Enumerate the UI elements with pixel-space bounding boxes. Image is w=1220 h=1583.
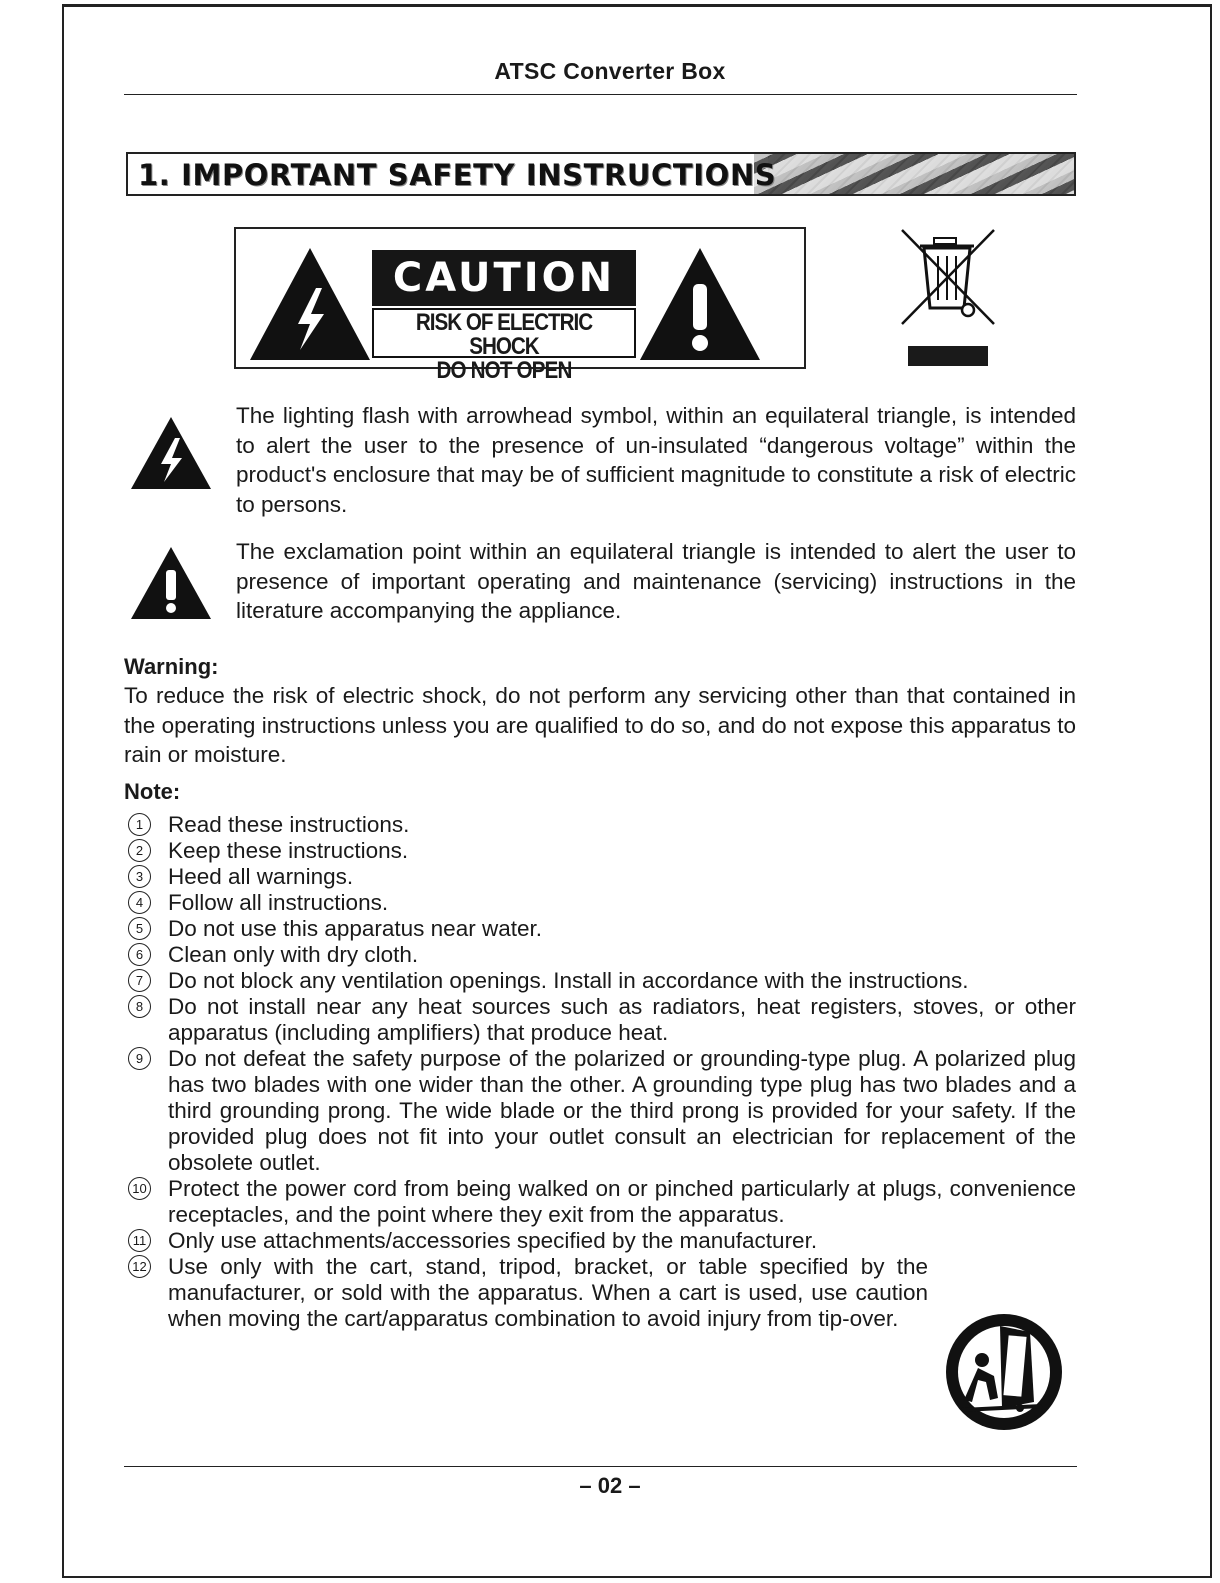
- note-list: [126, 812, 1076, 1332]
- cart-tip-over-warning-icon: [942, 1310, 1066, 1434]
- weee-crossed-bin-icon: [898, 226, 998, 370]
- item-text: Heed all warnings.: [168, 864, 354, 889]
- item-number: 1: [128, 813, 151, 836]
- list-item: [126, 890, 1076, 916]
- page-number: – 02 –: [579, 1473, 641, 1498]
- item-text: Keep these instructions.: [168, 838, 409, 863]
- item-text: Read these instructions.: [168, 812, 410, 837]
- caution-title: CAUTION: [372, 250, 636, 306]
- lightning-warning-icon: [248, 246, 372, 362]
- item-number: 6: [128, 943, 151, 966]
- list-item: [126, 1046, 1076, 1176]
- item-number: 10: [128, 1177, 151, 1200]
- item-number: 7: [128, 969, 151, 992]
- item-text: Clean only with dry cloth.: [168, 942, 419, 967]
- list-item: [126, 838, 1076, 864]
- list-item: [126, 942, 1076, 968]
- section-banner: [126, 152, 1076, 196]
- list-item: [126, 968, 1076, 994]
- item-number: 8: [128, 995, 151, 1018]
- list-item: [126, 1176, 1076, 1228]
- warning-text: To reduce the risk of electric shock, do not perform any servicing other than that contained in the operating instructions unless you are qualified to do so, and do not expose this apparatus to rain or moisture.: [124, 683, 1076, 767]
- list-item: [126, 916, 1076, 942]
- list-item: [126, 1228, 1076, 1254]
- caution-line-2: DO NOT OPEN: [436, 357, 572, 384]
- header-rule: [124, 94, 1077, 95]
- note-heading: Note:: [124, 779, 181, 804]
- footer-rule: [124, 1466, 1077, 1467]
- item-text: Do not defeat the safety purpose of the polarized or grounding-type plug. A polarized plug has two blades with one wider than the other. A grounding type plug has two blades and a third grounding prong. The wide blade or the third prong is provided for your safety. If the provided plug does not fit into your outlet consult an electrician for replacement of the obsolete outlet.: [168, 1046, 1076, 1175]
- caution-subtext: [372, 308, 636, 384]
- item-text: Use only with the cart, stand, tripod, bracket, or table specified by the manufacturer, or sold with the apparatus. When a cart is used, use caution when moving the cart/apparatus combination to avoid injury from tip-over.: [168, 1254, 928, 1331]
- item-text: Follow all instructions.: [168, 890, 389, 915]
- item-text: Do not use this apparatus near water.: [168, 916, 542, 941]
- lightning-symbol-text: The lighting flash with arrowhead symbol, within an equilateral triangle, is intended to alert the user to the presence of un-insulated “dangerous voltage” within the product's enclosure that may be of sufficient magnitude to constitute a risk of electric to persons.: [236, 403, 1076, 517]
- exclamation-symbol-text: The exclamation point within an equilateral triangle is intended to alert the user to presence of important operating and maintenance (servicing) instructions in the literature accompanying the appliance.: [236, 539, 1076, 623]
- list-item: [126, 864, 1076, 890]
- page-title: ATSC Converter Box: [494, 58, 726, 84]
- caution-label: [372, 250, 636, 384]
- lightning-triangle-icon: [130, 416, 212, 490]
- exclamation-triangle-icon: [130, 546, 212, 620]
- section-title: 1. IMPORTANT SAFETY INSTRUCTIONS: [138, 158, 777, 192]
- item-number: 9: [128, 1047, 151, 1070]
- item-number: 12: [128, 1255, 151, 1278]
- caution-line-1: RISK OF ELECTRIC SHOCK: [415, 309, 593, 360]
- list-item: [126, 994, 1076, 1046]
- item-number: 2: [128, 839, 151, 862]
- item-number: 4: [128, 891, 151, 914]
- item-text: Do not block any ventilation openings. Install in accordance with the instructions.: [168, 968, 969, 993]
- item-number: 3: [128, 865, 151, 888]
- item-number: 5: [128, 917, 151, 940]
- item-text: Do not install near any heat sources such as radiators, heat registers, stoves, or other apparatus (including amplifiers) that produce heat.: [168, 994, 1076, 1045]
- warning-heading: Warning:: [124, 654, 219, 679]
- exclamation-warning-icon: [638, 246, 762, 362]
- list-item: [126, 812, 1076, 838]
- item-text: Protect the power cord from being walked on or pinched particularly at plugs, convenience receptacles, and the point where they exit from the apparatus.: [168, 1176, 1076, 1227]
- item-text: Only use attachments/accessories specified by the manufacturer.: [168, 1228, 818, 1253]
- list-item: [126, 1254, 928, 1332]
- item-number: 11: [128, 1229, 151, 1252]
